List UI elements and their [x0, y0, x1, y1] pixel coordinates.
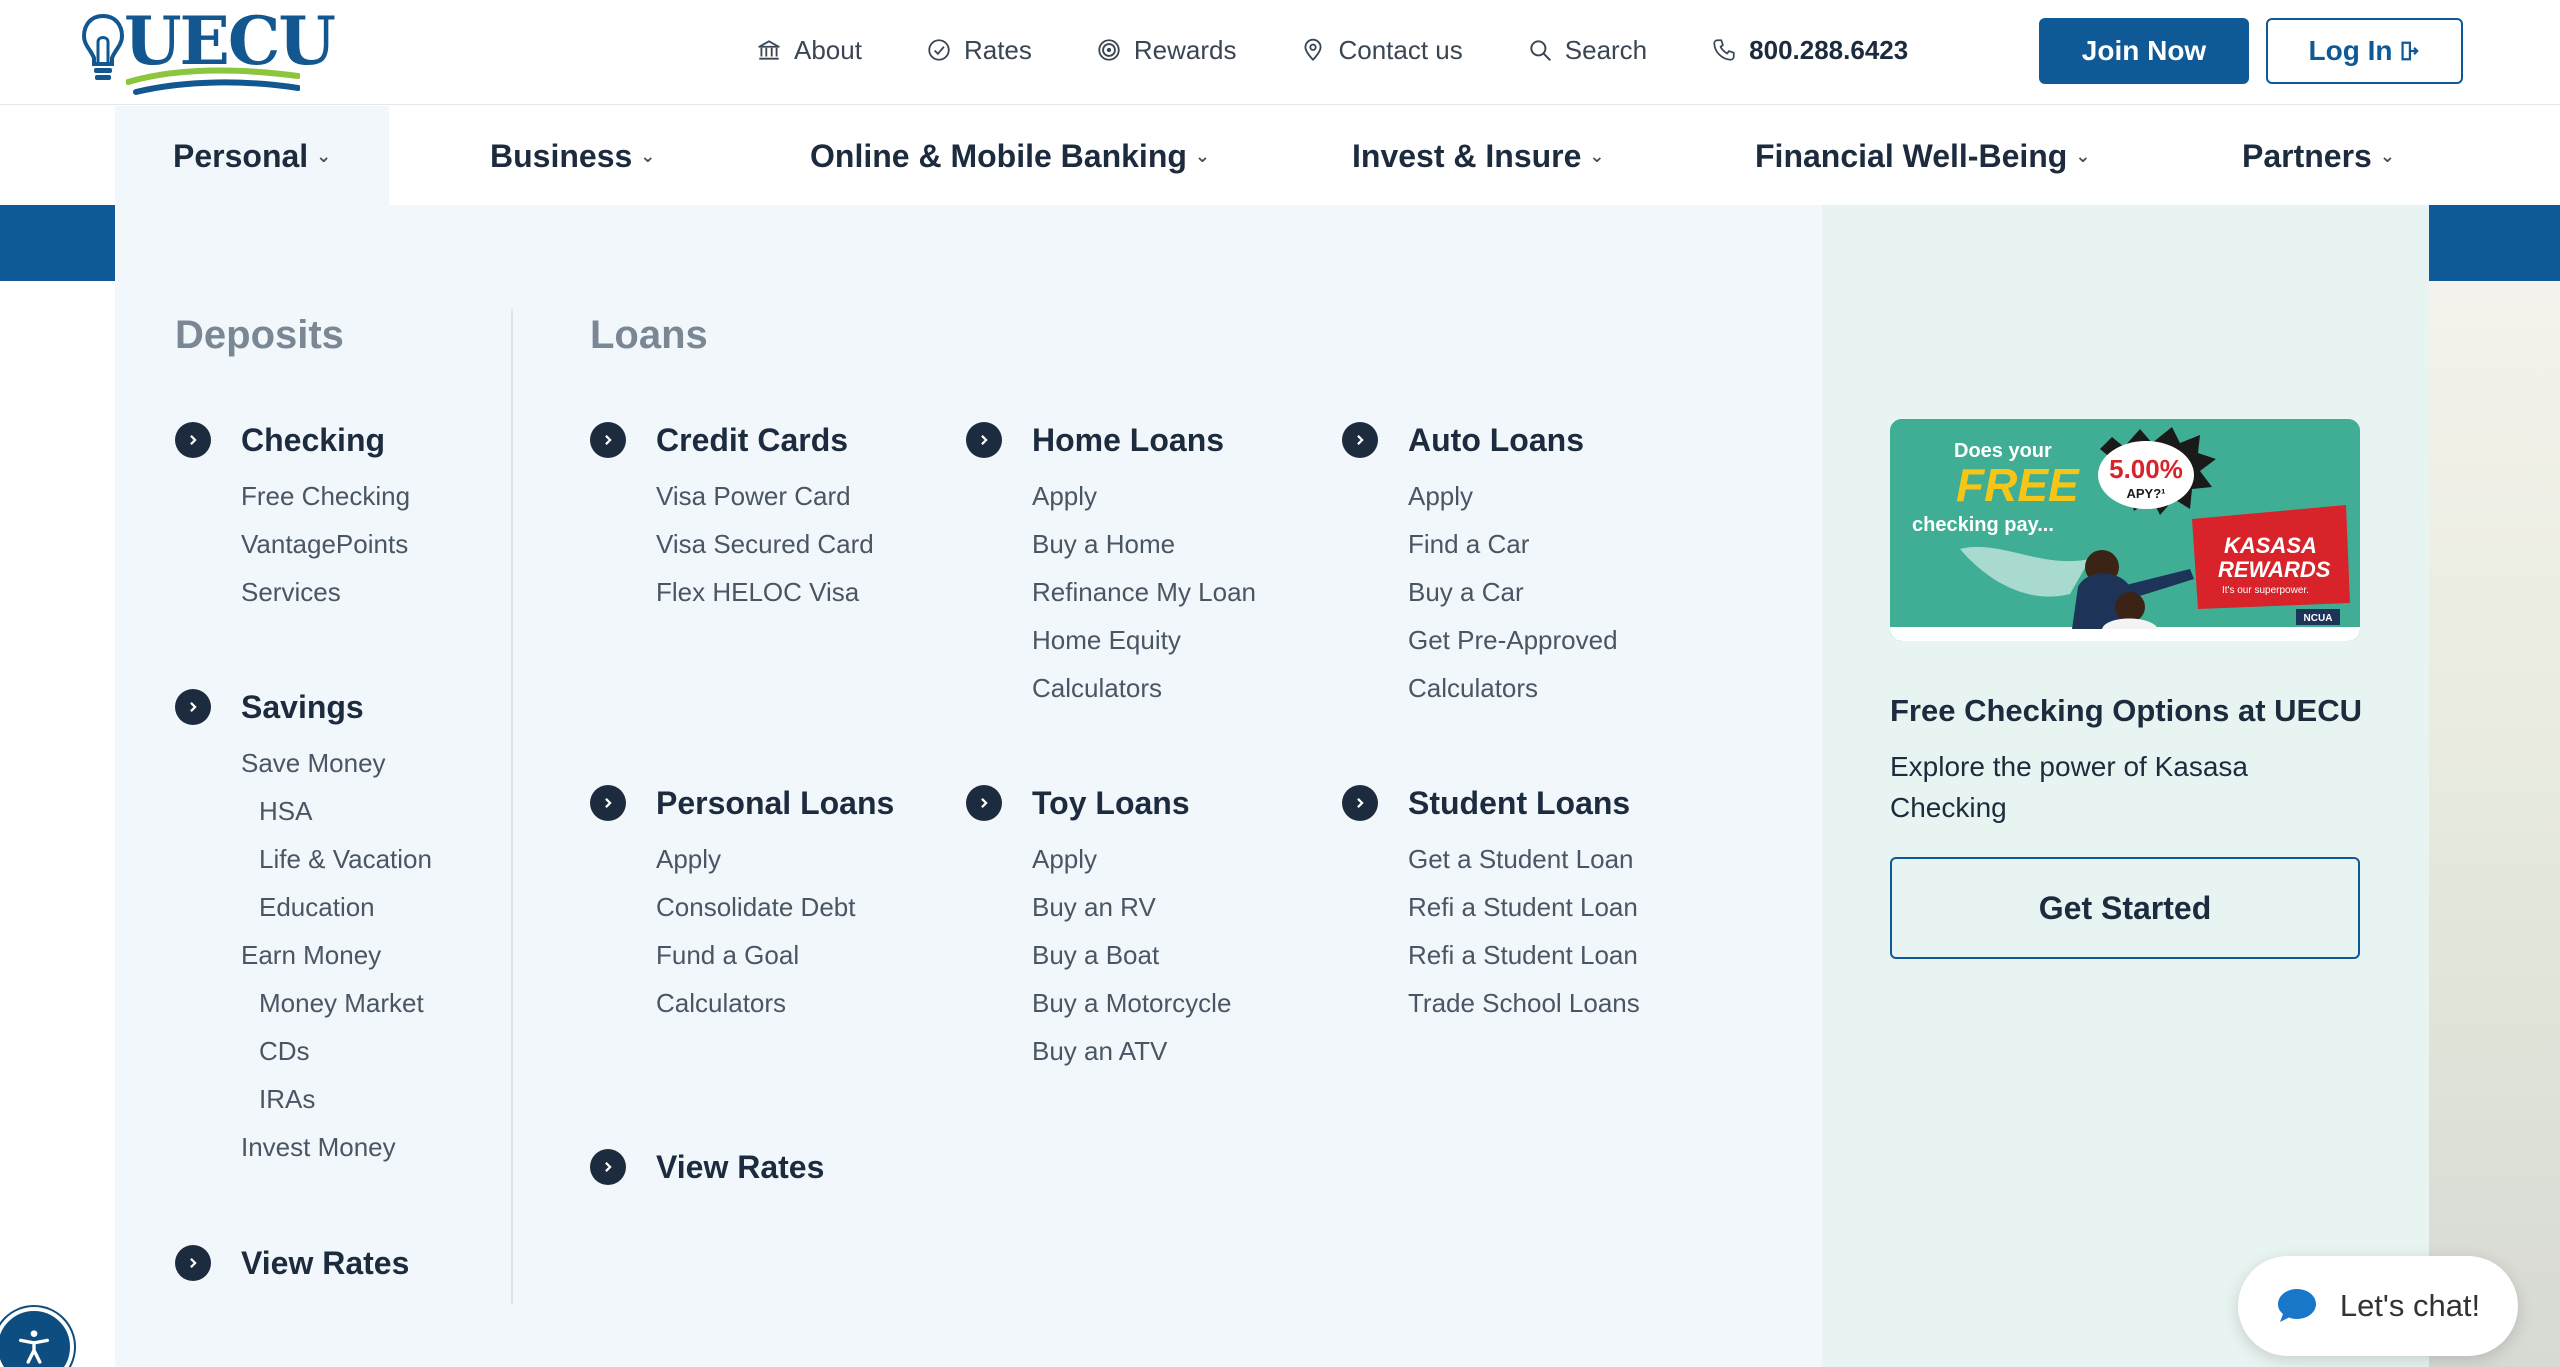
save-money-link[interactable]: Save Money	[241, 748, 386, 778]
checking-label: Checking	[241, 421, 386, 458]
savings-link[interactable]	[175, 687, 432, 727]
chat-widget[interactable]	[2238, 1256, 2518, 1356]
personal-loans-label: Personal Loans	[656, 784, 895, 821]
toy-loans-link[interactable]	[966, 783, 1231, 823]
student-loans-link[interactable]	[1342, 783, 1640, 823]
education-link[interactable]: Education	[259, 892, 375, 922]
join-now-button[interactable]: Join Now	[2039, 18, 2249, 84]
util-rewards-label: Rewards	[1133, 34, 1237, 65]
utility-nav	[756, 30, 1972, 70]
life-vacation-link[interactable]: Life & Vacation	[259, 844, 432, 874]
hero-background-left	[0, 281, 115, 1367]
arrow-circle-icon	[1342, 785, 1378, 821]
auto-loans-link[interactable]	[1342, 420, 1618, 460]
nav-partners-label: Partners	[2242, 137, 2372, 174]
nav-partners[interactable]	[2242, 106, 2395, 206]
home-loans-label: Home Loans	[1032, 421, 1225, 458]
get-student-loan-link[interactable]: Get a Student Loan	[1408, 844, 1634, 874]
student-loans-group	[1342, 783, 1640, 1027]
log-in-label: Log In	[2308, 35, 2393, 66]
util-rates-label: Rates	[963, 34, 1032, 65]
promo-description: Explore the power of Kasasa Checking	[1890, 751, 2248, 823]
personal-loans-sublinks	[656, 835, 894, 1027]
flex-heloc-visa-link[interactable]: Flex HELOC Visa	[656, 577, 860, 607]
top-bar	[0, 0, 2560, 105]
chevron-down-icon: ⌄	[1589, 145, 1605, 166]
uecu-logo[interactable]	[80, 2, 334, 92]
nav-financial-well-being[interactable]	[1755, 106, 2090, 206]
deposits-heading: Deposits	[175, 313, 344, 357]
arrow-circle-icon	[966, 422, 1002, 458]
auto-apply-link[interactable]: Apply	[1408, 481, 1474, 511]
get-started-button[interactable]: Get Started	[1890, 857, 2360, 959]
arrow-circle-icon	[590, 422, 626, 458]
refi-student-loan-link-2[interactable]: Refi a Student Loan	[1408, 940, 1638, 970]
deposits-view-rates-label: View Rates	[241, 1244, 410, 1281]
home-loans-group	[966, 420, 1256, 712]
promo-kasasa: KASASA	[2224, 533, 2317, 558]
auto-loans-sublinks	[1408, 472, 1618, 712]
auto-loans-label: Auto Loans	[1408, 421, 1584, 458]
logo-swoosh	[126, 66, 300, 96]
util-rates[interactable]	[926, 35, 1032, 66]
buy-a-car-link[interactable]: Buy a Car	[1408, 577, 1524, 607]
bank-icon	[756, 37, 782, 63]
iras-link[interactable]: IRAs	[259, 1084, 316, 1114]
hero-background-photo	[2428, 281, 2560, 1367]
deposits-view-rates	[175, 1243, 409, 1283]
arrow-circle-icon	[590, 785, 626, 821]
phone-icon	[1711, 37, 1737, 63]
chat-label: Let's chat!	[2339, 1288, 2481, 1323]
promo-apy-value: 5.00%	[2109, 454, 2183, 484]
deposits-view-rates-link[interactable]	[175, 1243, 409, 1283]
logo-wordmark: UECU	[124, 2, 334, 80]
promo-title: Free Checking Options at UECU	[1890, 693, 2362, 728]
loans-view-rates-link[interactable]	[590, 1147, 824, 1187]
services-link[interactable]: Services	[241, 577, 341, 607]
buy-a-motorcycle-link[interactable]: Buy a Motorcycle	[1032, 988, 1232, 1018]
toy-loans-sublinks	[1032, 835, 1231, 1075]
util-search[interactable]	[1527, 35, 1647, 66]
search-icon	[1527, 37, 1553, 63]
nav-business[interactable]	[490, 106, 655, 206]
loans-view-rates-label: View Rates	[656, 1148, 825, 1185]
util-about[interactable]	[756, 35, 862, 66]
refi-student-loan-link[interactable]: Refi a Student Loan	[1408, 892, 1638, 922]
credit-cards-label: Credit Cards	[656, 421, 849, 458]
util-search-label: Search	[1564, 34, 1648, 65]
personal-loans-group	[590, 783, 894, 1027]
log-in-button[interactable]	[2266, 18, 2463, 84]
credit-cards-link[interactable]	[590, 420, 874, 460]
check-circle-icon	[926, 37, 952, 63]
accessibility-icon	[14, 1327, 54, 1367]
util-rewards[interactable]	[1096, 35, 1237, 66]
savings-group	[175, 687, 432, 1171]
student-loans-label: Student Loans	[1408, 784, 1631, 821]
chevron-down-icon: ⌄	[640, 145, 656, 166]
visa-secured-card-link[interactable]: Visa Secured Card	[656, 529, 874, 559]
savings-sublinks	[241, 739, 432, 1171]
target-icon	[1096, 37, 1122, 63]
trade-school-loans-link[interactable]: Trade School Loans	[1408, 988, 1640, 1018]
column-divider	[511, 309, 513, 1304]
loans-view-rates	[590, 1147, 824, 1187]
invest-money-link[interactable]: Invest Money	[241, 1132, 396, 1162]
money-market-link[interactable]: Money Market	[259, 988, 424, 1018]
home-loans-sublinks	[1032, 472, 1256, 712]
arrow-circle-icon	[175, 1245, 211, 1281]
cds-link[interactable]: CDs	[259, 1036, 310, 1066]
promo-tagline: It's our superpower.	[2222, 585, 2309, 596]
nav-business-label: Business	[490, 137, 633, 174]
util-phone[interactable]	[1711, 35, 1908, 66]
buy-a-home-link[interactable]: Buy a Home	[1032, 529, 1176, 559]
promo-illustration	[1890, 419, 2360, 641]
vantagepoints-link[interactable]: VantagePoints	[241, 529, 409, 559]
login-door-icon	[2398, 40, 2420, 62]
checking-group	[175, 420, 410, 616]
util-phone-label: 800.288.6423	[1749, 34, 1909, 65]
fund-a-goal-link[interactable]: Fund a Goal	[656, 940, 800, 970]
arrow-circle-icon	[175, 422, 211, 458]
checking-sublinks	[241, 472, 410, 616]
util-about-label: About	[794, 34, 862, 65]
nav-online-mobile-banking[interactable]	[810, 106, 1210, 206]
personal-calculators-link[interactable]: Calculators	[656, 988, 787, 1018]
nav-financial-label: Financial Well-Being	[1755, 137, 2068, 174]
nav-online-label: Online & Mobile Banking	[810, 137, 1187, 174]
home-calculators-link[interactable]: Calculators	[1032, 673, 1163, 703]
loans-heading: Loans	[590, 313, 708, 357]
checking-link[interactable]	[175, 420, 410, 460]
buy-a-boat-link[interactable]: Buy a Boat	[1032, 940, 1160, 970]
chevron-down-icon: ⌄	[2075, 145, 2091, 166]
chevron-down-icon: ⌄	[1194, 145, 1210, 166]
get-pre-approved-link[interactable]: Get Pre-Approved	[1408, 625, 1618, 655]
personal-apply-link[interactable]: Apply	[656, 844, 722, 874]
kasasa-promo-image[interactable]	[1890, 419, 2360, 641]
nav-personal-label: Personal	[173, 137, 309, 174]
chat-bubble-icon	[2276, 1287, 2318, 1325]
lightbulb-logo-icon	[80, 12, 126, 86]
consolidate-debt-link[interactable]: Consolidate Debt	[656, 892, 856, 922]
credit-cards-sublinks	[656, 472, 874, 616]
earn-money-link[interactable]: Earn Money	[241, 940, 382, 970]
credit-cards-group	[590, 420, 874, 616]
buy-an-rv-link[interactable]: Buy an RV	[1032, 892, 1156, 922]
toy-loans-group	[966, 783, 1231, 1075]
hsa-link[interactable]: HSA	[259, 796, 313, 826]
nav-invest-insure[interactable]	[1352, 106, 1605, 206]
auto-loans-group	[1342, 420, 1618, 712]
arrow-circle-icon	[1342, 422, 1378, 458]
toy-apply-link[interactable]: Apply	[1032, 844, 1098, 874]
promo-line1: Does your	[1954, 440, 2052, 462]
arrow-circle-icon	[590, 1149, 626, 1185]
nav-invest-label: Invest & Insure	[1352, 137, 1582, 174]
refinance-link[interactable]: Refinance My Loan	[1032, 577, 1257, 607]
util-contact[interactable]	[1300, 35, 1462, 66]
promo-line2: checking pay...	[1912, 514, 2054, 536]
home-loans-link[interactable]	[966, 420, 1256, 460]
student-loans-sublinks	[1408, 835, 1640, 1027]
promo-ncua: NCUA	[2303, 613, 2333, 624]
arrow-circle-icon	[966, 785, 1002, 821]
home-equity-link[interactable]: Home Equity	[1032, 625, 1181, 655]
main-nav	[115, 106, 2429, 206]
toy-loans-label: Toy Loans	[1032, 784, 1190, 821]
visa-power-card-link[interactable]: Visa Power Card	[656, 481, 851, 511]
home-apply-link[interactable]: Apply	[1032, 481, 1098, 511]
util-contact-label: Contact us	[1338, 34, 1463, 65]
buy-an-atv-link[interactable]: Buy an ATV	[1032, 1036, 1168, 1066]
auto-calculators-link[interactable]: Calculators	[1408, 673, 1539, 703]
personal-loans-link[interactable]	[590, 783, 894, 823]
location-pin-icon	[1300, 37, 1326, 63]
savings-label: Savings	[241, 688, 364, 725]
promo-rewards: REWARDS	[2218, 557, 2331, 582]
promo-free: FREE	[1956, 459, 2079, 511]
promo-apy-label: APY?¹	[2126, 486, 2166, 501]
chevron-down-icon: ⌄	[316, 145, 332, 166]
nav-personal[interactable]	[115, 106, 389, 206]
free-checking-link[interactable]: Free Checking	[241, 481, 411, 511]
arrow-circle-icon	[175, 689, 211, 725]
chevron-down-icon: ⌄	[2379, 145, 2395, 166]
find-a-car-link[interactable]: Find a Car	[1408, 529, 1530, 559]
